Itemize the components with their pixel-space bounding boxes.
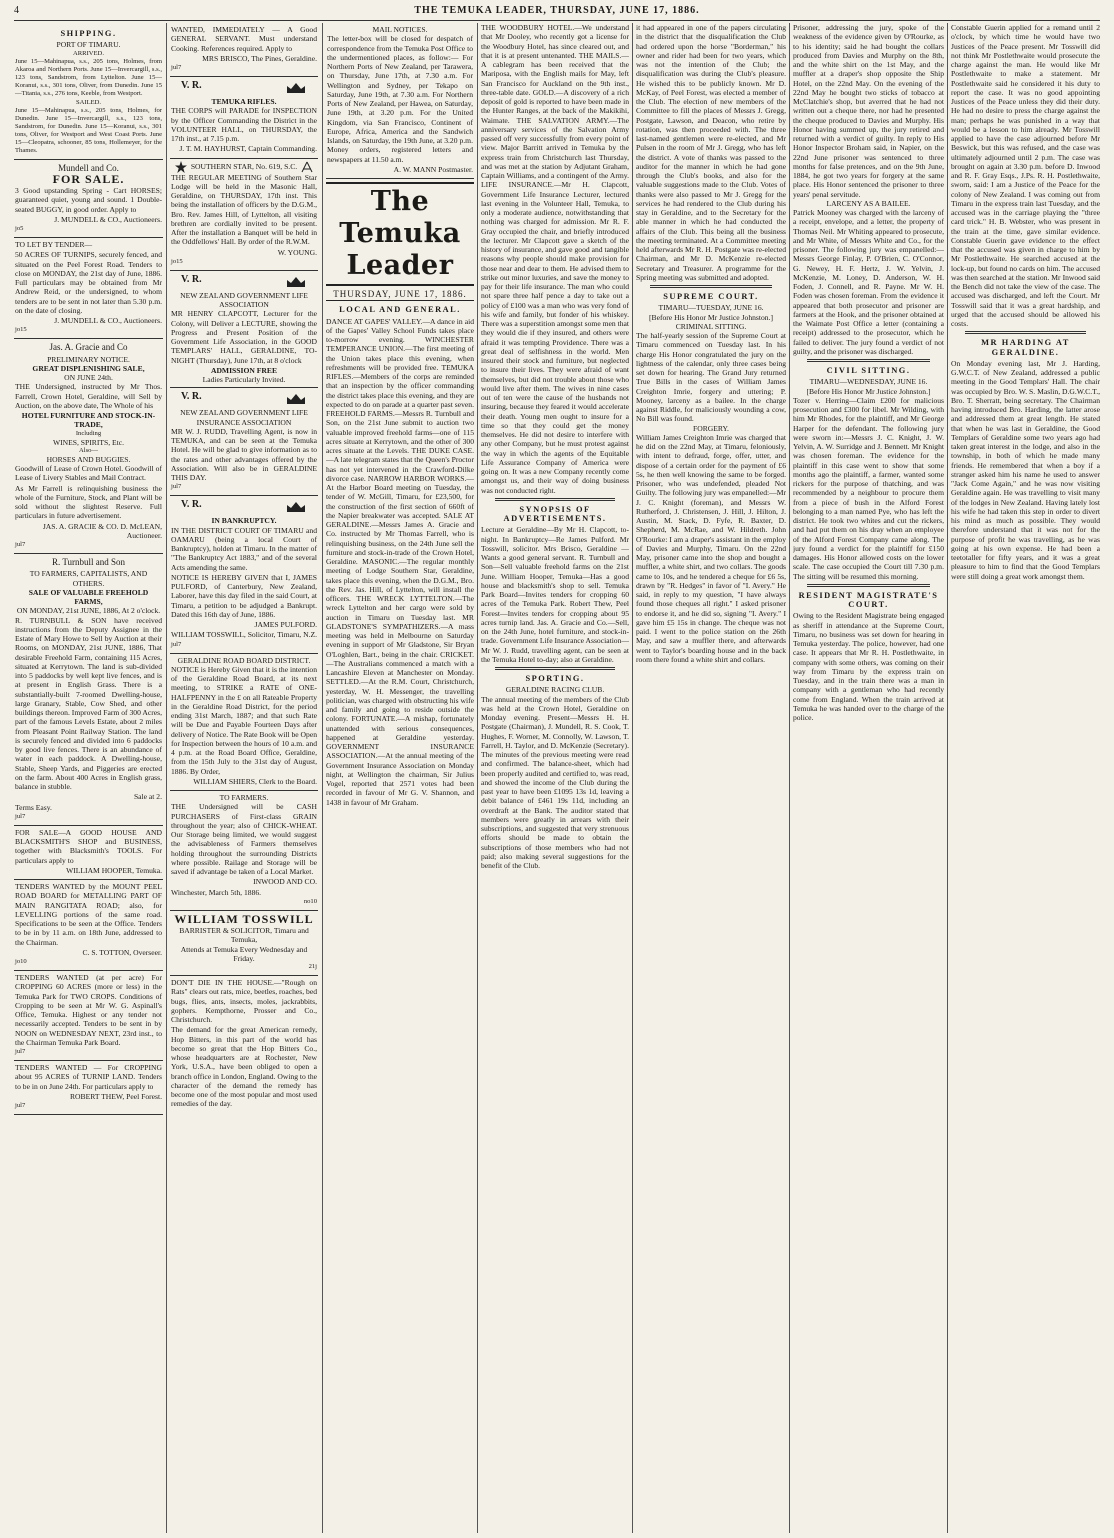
- servant-wanted-ad: [170, 23, 318, 77]
- supreme-court-date: TIMARU—TUESDAY, JUNE 16.: [658, 303, 764, 313]
- vr-label: V. R.: [181, 273, 202, 285]
- tosswill-card: [170, 911, 318, 976]
- section-divider: [807, 584, 930, 587]
- servant-text: WANTED, IMMEDIATELY — A Good GENERAL SERVANT. Must understand Cooking. References required. Apply to: [171, 25, 317, 53]
- young-signature: W. YOUNG.: [277, 247, 317, 257]
- arrivals-list: June 15—Mahinapua, s.s., 205 tons, Holmes, from Akaroa and Northern Ports. June 15—Invercargill, s.s., 123 tons, Sandstrom, from Lyttelton. June 15—Koranui, s.s., 301 tons, Oliver, from Dunedin. June 15—Titania, s.s., 276 tons, Keeble, from Westport.: [15, 57, 162, 97]
- column-5: [636, 23, 786, 1533]
- column-rule: [632, 23, 633, 1533]
- vr-crest: [171, 390, 317, 408]
- crown-icon: [285, 500, 307, 514]
- association-heading: NEW ZEALAND GOVERNMENT LIFE INSURANCE ASSOCIATION: [180, 408, 308, 427]
- mail-text: The letter-box will be closed for despatch of correspondence from the Temuka Post Office to the undermentioned places, as follow:— For Northern Ports of New Zealand, per Tarawera, on Thursday, June 17th, at 7.30 a.m. For Wellington and Sydney, per Tekapo on Saturday, June 19th, at 7.30 a.m. For Northern Ports of New Zealand, per Hawea, on Saturday, June 19th, at 3.20 p.m. For the United Kingdom, via San Francisco, Continent of Europe, Africa, America and the Sandwich Islands, on Saturday, the 19th June, at 3.20 p.m. Money orders, registered letters and newspapers at 11.50 a.m.: [327, 34, 473, 164]
- newspaper-title: The Temuka Leader: [339, 186, 461, 281]
- lodge-heading: SOUTHERN STAR, No. 619, S.C.: [190, 161, 298, 171]
- supreme-court-heading: SUPREME COURT.: [663, 292, 759, 301]
- lodge-heading-row: [171, 161, 317, 173]
- masthead: [326, 182, 474, 286]
- ad-ref: jo15: [171, 257, 183, 265]
- column-1: [14, 23, 163, 1533]
- mundell-sale-ad: [14, 160, 163, 239]
- page-header: [14, 5, 1100, 19]
- forgery-text: William James Creighton Imrie was charged that he did on the 22nd May, at Timaru, feloniously, with intent to defraud, forge, offer, utter, and dispose of a certain order for the payment of £6 5s, he then well knowing the same to be forged. Prisoner, who was undefended, pleaded Not Guilty. The following jury was empanelled:—Mr J. C. Knight (foreman), and Messrs W. Rutherford, J. Christensen, J. Hill, J. Hilton, J. Austin, M. Stack, D. Fyfe, R. Baxter, D. Shepherd, M. McRae, and W. Hildreth. John O'Rourke: I am a draper's assistant in the employ of Davies and Murphy, Timaru. On the 22nd May, prisoner came into the shop and bought a muffler, a white shirt, and two collars. The goods came to 10s, and he tendered a cheque for £6 5s, drawn by "R. Hedges" in favor of "I. Avery." He said, in reply to my question, "I have always found those cheques all right." I asked prisoner to endorse it, and he did so, signing "I. Avery." I gave him £5 15s in change. The cheque was not paid. I went to the police station on the 26th May, and saw a muffler there, and afterwards went to Taylor's boarding house and in the back room there found a white shirt and collars.: [636, 432, 786, 664]
- rudd-text: MR W. J. RUDD, Travelling Agent, is now in TEMUKA, and can be seen at the Temuka Hotel. He will be glad to give information as to the rates and other advantages offered by the Association. Will also be in GERALDINE THIS DAY.: [171, 426, 317, 482]
- arrived-label: ARRIVED.: [73, 49, 104, 57]
- ad-ref: jul7: [171, 483, 182, 491]
- racing-club-heading: GERALDINE RACING CLUB.: [505, 685, 605, 695]
- larceny-heading: LARCENY AS A BAILEE.: [826, 198, 911, 208]
- turnbull-heading: R. Turnbull and Son: [51, 557, 126, 567]
- mundell-heading: Mundell and Co.: [58, 162, 119, 173]
- turnbull-sale-ad: [14, 554, 163, 826]
- clapcott-text: MR HENRY CLAPCOTT, Lecturer for the Colony, will Deliver a LECTURE, showing the Progress and Present Position of the Government Life Association, in the GOOD TEMPLARS' HALL, GERALDINE, TO-NIGHT (Thursday), June 17th, at 8 o'clock: [171, 309, 317, 365]
- masthead-date: THURSDAY, JUNE 17, 1886.: [326, 289, 474, 301]
- civil-sitting-text: Tozer v. Herring—Claim £200 for malicious prosecution and £300 for libel. Mr Wilding, with him Mr Rhodes, for the plaintiff, and Mr George Harper for the defendant. The following jury were sworn in:—Messrs J. C. Knight, J. W. Yelvin, A. W. Surridge and J. Bennett. Mr Knight was chosen foreman. The evidence for the plaintiff in this case went to show that some months ago the plaintiff, a farmer, wanted some rickers for the purpose of thatching, and was recommended by a neighbour to procure them from a piece of bush in the Alford Forest belonging to a man named Pye, who has left the district. He took two whites and cut the rickers, and had put them on his dray when an employee of the Alford Forest Company came along. The jury found a verdict for the plaintiff for £150 damages. His Honor allowed costs on the lower scale. The case occupied the Court till 7.30 p.m. The sitting will be resumed this morning.: [793, 395, 944, 581]
- hooper-signature: WILLIAM HOOPER, Temuka.: [66, 865, 162, 875]
- including-label: Including: [75, 429, 102, 437]
- news-text: THE WOODBURY HOTEL.—We understand that Mr Dooley, who recently got a license for the Woodbury Hotel, has since cleared out, and that it is at present untenanted. THE MAILS.—A cablegram has been received that the Mariposa, with the English mails for May, left San Francisco for Auckland on the 9th inst., three-table date. GOLD.—A discovery of a rich deposit of gold is reported to have been made in the Hunter Ranges, at the back of the Makikihi, Waimate. THE SALVATION ARMY.—The anniversary services of the Salvation Army passed off very successfully from every point of view. Major Barritt arrived in Temuka by the express train from Christchurch last Thursday, and was met at the station by Adjutant Graham, Captain Williams, and a contingent of the Army. LIFE INSURANCE.—Mr H. Clapcott, Government Life Insurance Lecturer, lectured last evening in the Volunteer Hall, Temuka, to only a moderate audience, notwithstanding that nothing was charged for admission. Mr R. F. Gray occupied the chair, and briefly introduced the lecturer. Mr Clapcott gave a sketch of the history of insurance, and gave good and tangible reasons why people should make provision for those near and dear to them. He advised them to strike out minor luxuries, and save the money to pay for their life insurance. The man who could not spare three half pence a day to take out a policy of £100 was a man who was very fond of his wife and family, but fonder of his whiskey. There was a superstition amongst some men that they would die if they insured, and others were afraid it was tempting Providence. There was a great deal of selfishness in the world. Men insured their stock and furniture, but neglected to insure their lives. They were afraid of want themselves, but did not trouble about those who would live after them. The wives in nine cases out of ten were the cause of the husbands not insuring, because they feared it would accelerate their death. Young men ought to insure for a time so that they could get the money themselves. He did not desire to interfere with any other Company, but he must protest against the way in which the agents of the Equitable Life Assurance Company of America were going on. It was a new Company recently come amongst us, and their way of doing business was not conducted right.: [481, 23, 629, 495]
- mundell-signature: J. MUNDELL & CO., Auctioneers.: [54, 214, 162, 224]
- bankruptcy-heading: IN BANKRUPTCY.: [211, 516, 277, 526]
- displenishing-heading: GREAT DISPLENISHING SALE,: [32, 363, 145, 373]
- gracie-signature: JAS. A. GRACIE & CO. D. McLEAN, Auctioneer.: [42, 521, 162, 540]
- rifles-text: THE CORPS will PARADE for INSPECTION by the Officer Commanding the District in the VOLUNTEER HALL, on THURSDAY, the 17th inst., at 7.15 p.m.: [171, 106, 317, 143]
- bankruptcy-notice: NOTICE IS HEREBY GIVEN that I, JAMES PULFORD, of Canterbury, New Zealand, Laborer, have this day filed in the said Court, at Timaru, a petition to be adjudged a Bankrupt. Dated this 16th day of June, 1886.: [171, 572, 317, 619]
- section-divider: [495, 498, 615, 501]
- mail-notices: [326, 23, 474, 179]
- column-rule: [789, 23, 790, 1533]
- rudd-agent-ad: [170, 388, 318, 496]
- synopsis-heading: SYNOPSIS OF ADVERTISEMENTS.: [503, 504, 607, 523]
- grain-purchase-ad: [170, 791, 318, 911]
- civil-sitting-bench: [Before His Honor Mr Justice Johnston.]: [806, 386, 931, 396]
- larceny-text: Patrick Mooney was charged with the larceny of a receipt, envelope, and a letter, the property of Thomas Neil. Mr Whiting appeared to prosecute, and Mr White, of Messrs White and Co., for the prisoner. The following jury was empanelled:—Messrs George Finlay, P. O'Brien, C. O'Connor, G. Newey, H. F. Hertz, J. W. Yelvin, J. McKenzie, M. Loney, D. Anderson, W. H. Foden, J. Connell, and R. Payne. Mr W. H. Foden was chosen foreman. From the evidence it appeared that both prosecutor and prisoner are farmers at the Hook, and the prisoner obtained at the Waimate Post Office a letter (containing a receipt) addressed to the prosecutor, which he failed to deliver. The jury found a verdict of not guilty, and the prisoner was discharged.: [793, 208, 944, 356]
- ad-ref: jo5: [15, 225, 24, 232]
- farmers-heading: TO FARMERS, CAPITALISTS, AND OTHERS.: [29, 569, 148, 588]
- vr-label: V. R.: [181, 391, 202, 403]
- preliminary-notice: PRELIMINARY NOTICE.: [47, 354, 130, 364]
- totton-signature: C. S. TOTTON, Overseer.: [82, 947, 162, 957]
- bankruptcy-ad: [170, 496, 318, 653]
- sporting-heading: SPORTING.: [525, 674, 585, 683]
- civil-sitting-heading: CIVIL SITTING.: [826, 366, 911, 375]
- vr-label: V. R.: [181, 80, 202, 91]
- sailed-label: SAILED.: [75, 98, 102, 106]
- to-let-heading: TO LET BY TENDER—: [15, 240, 93, 249]
- column-rule: [322, 23, 323, 1533]
- racing-continued-text: it had appeared in one of the papers circulating in the district that the disqualification the Club had ordered upon the horse "Borderman," his owner and rider had been for two years, which was not the intention of the Club; the disqualification was during the Club's pleasure. He wished this to be publicly known. Mr D. McKay, of Peel Forest, was elected a member of the Club. The election of new members of the Committee to fill the places of Messrs J. Gregg, Postgate, Lawson, and Deacon, who retire by rotation, was then proceeded with. The three last-named gentlemen were re-elected, and Mr Pulsen in the room of Mr J. Gregg, who has left the district. A vote of thanks was passed to the auditor for the manner in which he had gone through the Club's books, and also for the valuable suggestions made to the Club. Votes of thanks were also passed to Mr J. Gregg for the services he had rendered to the Club during his stay in Geraldine, and to the Secretary for the able manner in which he had conducted the affairs of the Club. This being all the business the meeting terminated. At a Committee meeting held afterwards Mr R. H. Postgate was re-elected Chairman, and Mr D. McKenzie re-elected Secretary and Treasurer. A programme for the Spring meeting was submitted and adopted.: [636, 23, 786, 282]
- synopsis-text: Lecture at Geraldine—By Mr H. Clapcott, to-night. In Bankruptcy—Re James Pulford. Mr Tosswill, solicitor. Mrs Brisco, Geraldine — Wants a good general servant. R. Turnbull and Son—Sell valuable freehold farms on the 21st June. William Hooper, Temuka—Has a good house and blacksmith's shop to sell. Temuka Park Board—Invites tenders for cropping 60 acres of the Temuka Park. Robert Thew, Peel Forest—Invites tenders for cropping about 95 acres turnip land. Jas. A. Gracie and Co.—Sell, on the 24th June, hotel furniture, and stock-in-trade. Government Life Insurance Association—Mr W. J. Rudd, travelling agent, can be seen at the Temuka Hotel to-day; also at Geraldine.: [481, 525, 629, 664]
- goodwill-text: Goodwill of Lease of Crown Hotel. Goodwill of Lease of Livery Stables and Mail Contract.: [15, 464, 162, 483]
- wines-label: WINES, SPIRITS, Etc.: [52, 437, 125, 447]
- ad-ref: jul7: [15, 1048, 26, 1055]
- hayhurst-signature: J. T. M. HAYHURST, Captain Commanding.: [179, 144, 317, 154]
- horses-label: HORSES AND BUGGIES.: [46, 454, 131, 464]
- supreme-court-bench: [Before His Honor Mr Justice Johnston.]: [648, 312, 773, 322]
- crown-icon: [285, 275, 307, 289]
- ad-ref: jul7: [15, 541, 26, 548]
- clapcott-lecture-ad: [170, 271, 318, 389]
- lodge-ad: [170, 159, 318, 271]
- brisco-signature: MRS BRISCO, The Pines, Geraldine.: [202, 53, 317, 63]
- admission-label: ADMISSION FREE: [210, 365, 278, 375]
- mail-heading: MAIL NOTICES.: [372, 25, 428, 34]
- hooper-ad: [14, 826, 163, 880]
- to-let-text: 50 ACRES OF TURNIPS, securely fenced, and situated on the Peel Forest Road. Tenders to close on MONDAY, the 21st day of June, 1886. Full particulars may be obtained from Mr Andrew Reid, or the undersigned, to whom tenders are to be sent in not later than 5.30 p.m. on the date of closing.: [15, 250, 162, 315]
- column-7: [951, 23, 1100, 1533]
- sailings-list: June 15—Mahinapua, s.s., 205 tons, Holmes, for Dunedin. June 15—Invercargill, s.s., 123 tons, Sandstrom, for Dunedin. June 15—Koranui, s.s., 301 tons, Oliver, for Westport and West Coast Ports. June 15—Cleopatra, schooner, 85 tons, Hollemeyer, for the Thames.: [15, 106, 162, 154]
- sale-time: Sale at 2.: [133, 792, 162, 802]
- to-let-ad: [14, 238, 163, 339]
- mundell-signature: J. MUNDELL & CO., Auctioneers.: [54, 316, 162, 325]
- vr-crest: [171, 79, 317, 97]
- shipping-ad: [14, 23, 163, 160]
- column-2: [170, 23, 318, 1533]
- ad-ref: jo10: [15, 958, 27, 965]
- civil-sitting-date: TIMARU—WEDNESDAY, JUNE 16.: [809, 377, 928, 387]
- section-divider: [495, 667, 615, 670]
- ad-ref: jul7: [15, 812, 26, 820]
- gracie-text: THE Undersigned, instructed by Mr Thos. Farrell, Crown Hotel, Geraldine, will Sell by Auction, on the above date, The Whole of his: [15, 382, 162, 410]
- farrell-text: As Mr Farrell is relinquishing business the whole of the Furniture, Stock, and Plant will be sold without the slightest Reserve. Full particulars in future advertisement.: [15, 483, 162, 521]
- newspaper-running-title: THE TEMUKA LEADER, THURSDAY, JUNE 17, 1886.: [414, 5, 700, 16]
- lodge-text: THE REGULAR MEETING of Southern Star Lodge will be held in the Masonic Hall, Geraldine, on THURSDAY, 17th inst. This being the installation of officers by the D.G.M., Bro. Rev. James Hill, of Lyttelton, all visiting brethren are cordially invited to be present. After the installation a Banquet will be held in the Oddfellows' Hall. By order of the R.W.M.: [171, 172, 317, 247]
- resident-magistrate-text: Owing to the Resident Magistrate being engaged as sheriff in attendance at the Supreme Court, Timaru, no business was set down for hearing in Temuka yesterday. The police, however, had one case. It appears that Mr R. H. Postlethwaite, in company with some others, was coming on their way from Timaru by the express train on Tuesday, and in the train there was a man in company with a gentleman who had recently come from England. When the train arrived at Temuka he was handed over to the charge of the police.: [793, 611, 944, 722]
- star-icon: [175, 161, 187, 173]
- for-sale-heading: FOR SALE.: [52, 171, 125, 186]
- road-board-rate-ad: [170, 654, 318, 792]
- grain-text: THE Undersigned will be CASH PURCHASERS of First-class GRAIN throughout the year; also of CHICK-WHEAT. Our Storage being limited, we would suggest the advisableness of Farmers themselves holding throughout the surrounding Districts where possible. Railage and Storage will be saved if advantage be taken of a Local Market.: [171, 802, 317, 876]
- ad-ref: jo15: [15, 326, 27, 334]
- to-farmers-heading: TO FARMERS.: [219, 793, 269, 802]
- page-number: 4: [14, 5, 20, 16]
- thew-signature: ROBERT THEW, Peel Forest.: [69, 1091, 162, 1101]
- bitters-ad: The demand for the great American remedy, Hop Bitters, in this part of the world has become so great that the Hop Bitters Co., whose headquarters are at Rochester, New York, U.S.A., have been obliged to open a branch office in London, England. Owing to the character of the demand the remedy has become one of the most popular and most used remedies of the day.: [171, 1025, 318, 1109]
- column-rule: [166, 23, 167, 1533]
- section-divider: [650, 285, 772, 288]
- ad-ref: jul7: [171, 640, 182, 648]
- racing-club-text: The annual meeting of the members of the Club was held at the Crown Hotel, Geraldine on Monday evening. Present—Messrs H. H. Postgate (Chairman), J. Mundell, R. S. Cook, T. Hughes, F. Worner, M. Connolly, W. Lawson, T. Farrell, H. Taylor, and D. McKenzie (Secretary). The minutes of the previous meeting were read and confirmed. The balance-sheet, which had been properly audited and certified to, was read, and showed the income of the Club during the past year to have been £1095 13s 1d, leaving a debit balance of £461 19s 11d, including an overdraft at the Bank. The auditor stated that members were greatly in arrears with their subscriptions, and suggested that very strenuous efforts should be made to obtain the subscriptions of those members who had not paid; also making several suggestions for the benefit of the Club.: [481, 694, 629, 870]
- column-3: [326, 23, 474, 1533]
- barrister-label: BARRISTER & SOLICITOR, Timaru and Temuka,: [179, 926, 309, 945]
- hotel-furniture: HOTEL FURNITURE AND STOCK-IN-TRADE,: [21, 411, 156, 430]
- shipping-heading: SHIPPING.: [60, 29, 117, 38]
- column-6: [793, 23, 944, 1533]
- attendance-text: Attends at Temuka Every Wednesday and Friday.: [180, 944, 308, 963]
- resident-magistrate-heading: RESIDENT MAGISTRATE'S COURT.: [798, 590, 939, 609]
- gracie-heading: Jas. A. Gracie and Co: [49, 342, 128, 353]
- pulford-signature: JAMES PULFORD.: [254, 620, 317, 629]
- gracie-sale-ad: [14, 339, 163, 554]
- section-divider: [965, 331, 1086, 334]
- ladies-label: Ladies Particularly Invited.: [202, 375, 286, 384]
- ad-ref: no10: [303, 897, 317, 905]
- tosswill-name: WILLIAM TOSSWILL: [174, 911, 314, 926]
- forgery-continued-text: Prisoner, addressing the jury, spoke of the weakness of the evidence given by O'Rourke, as to his identity; said he had bought the collars produced from Davies and Murphy on the 8th, and the white shirt on the 1st May, and the muffler at a draper's shop opposite the Ship Hotel, on the 22nd May. On the evening of the 22nd May he bought two sticks of tobacco at McClatchie's shop, but averred that he had not written out a cheque there, nor had he presented the cheque produced to Davies and Murphy. His Honor having summed up, the jury retired and returned with a verdict of guilty. In reply to His Honor Inspector Broham said, in Napier, on the 22nd June prisoner was sentenced to three months for false pretences, and on the 9th June, 1884, he got two years for forgery at the same place. His Honor sentenced the prisoner to three years' penal servitude.: [793, 23, 944, 199]
- supreme-court-text: The half-yearly session of the Supreme Court at Timaru commenced on Tuesday last. In his charge His Honor congratulated the jury on the lightness of the calendar, only three cases being set down for hearing. The Grand Jury returned True Bills in the cases of William James Creighton Imrie, forgery and uttering; P. Mooney, larceny as a bailee. In the charge against Riddle, for maliciously wounding a cow, No Bill was found.: [636, 331, 786, 424]
- local-general-heading: LOCAL AND GENERAL.: [339, 305, 461, 315]
- tenders-turnip-text: TENDERS WANTED — For CROPPING about 95 ACRES of TURNIP LAND. Tenders to be in on June 24th. For particulars apply to: [15, 1063, 162, 1091]
- shiers-signature: WILLIAM SHIERS, Clerk to the Board.: [193, 776, 317, 786]
- ad-ref: 21j: [308, 963, 317, 970]
- header-rule: [14, 20, 1100, 21]
- winchester-date: Winchester, March 5th, 1886.: [171, 887, 262, 897]
- tenders-park-ad: [14, 971, 163, 1061]
- association-heading: NEW ZEALAND GOVERNMENT LIFE ASSOCIATION: [180, 290, 308, 309]
- vr-label: V. R.: [181, 499, 202, 511]
- road-board-heading: GERALDINE ROAD BOARD DISTRICT.: [177, 655, 311, 665]
- harding-heading: MR HARDING AT GERALDINE.: [981, 338, 1070, 357]
- local-news-text: DANCE AT GAPES' VALLEY.—A dance in aid of the Gapes' Valley School Funds takes place to-morrow evening. WINCHESTER TEMPERANCE UNION.—The first meeting of the Union takes place this evening, when refreshments will be provided free. TEMUKA RIFLES.—Members of the corps are reminded that an inspection by the officer commanding the district takes place this evening, and they are expected to do on parade at a quarter past seven. FREEHOLD FARMS.—Messrs R. Turnbull and Son, on the 21st June submit to auction two valuable improved freehold farms—one of 115 acres situate at Kerrytown, and the other of 300 acres situate at the Levels. THE DUKE CASE.—A late telegram states that the Queen's Proctor has not yet intervened in the Crawford-Dilke divorce case. NARROW HARBOR WORKS.—At the Harbor Board meeting on Tuesday, the tender of W. McGill, Timaru, for £23,500, for the construction of the first section of 660ft of the Napier breakwater was accepted. SALE AT GERALDINE.—Messrs James A. Gracie and Co. instructed by Mr Thomas Farrell, who is relinquishing business, on the 24th June sell the furniture and stock-in-trade of the Crown Hotel, Geraldine. MASONIC.—The regular monthly meeting of Lodge Southern Star, Geraldine, takes place this evening, when the D.G.M., Bro. the Rev. Jas. Hill, of Lyttelton, will install the officers. THE WRECK LYTTELTON.—The wreck Lyttelton and her cargo were sold by auction in Timaru on Tuesday last. MR GLADSTONE'S SYMPATHIZERS.—A mass meeting was held in Melbourne on Saturday evening in support of Mr Gladstone, Sir Bryan O'Loghlen, Bart., being in the chair. CRICKET.—The Australians commenced a match with a Lancashire Eleven at Manchester on Monday. SETTLED.—At the R.M. Court, Christchurch, yesterday, W. H. Messenger, the travelling politician, was charged with obstructing his wife and family and going to reside outside the colony. FORTUNATE.—A mishap, fortunately unattended with serious consequences, happened at Geraldine yesterday. GOVERNMENT INSURANCE ASSOCIATION.—At the annual meeting of the Government Insurance Association on Monday night, at Wellington the chairman, Sir Julius Vogel, reported that 2571 votes had been recorded in favour of Mr G. V. Shannon, and 1438 in favour of Mr Graham.: [326, 316, 474, 807]
- compass-square-icon: [301, 161, 313, 173]
- tenders-road-ad: [14, 880, 163, 971]
- column-rule: [477, 23, 478, 1533]
- tosswill-solicitor: WILLIAM TOSSWILL, Solicitor, Timaru, N.Z.: [171, 630, 318, 640]
- vr-crest: [171, 498, 317, 516]
- terms-text: Terms Easy.: [15, 802, 52, 812]
- ad-ref: jul7: [15, 1102, 26, 1109]
- inwood-signature: INWOOD AND CO.: [253, 877, 317, 887]
- rifles-ad: [170, 77, 318, 159]
- ad-ref: jul7: [171, 64, 182, 71]
- farms-sale-heading: SALE OF VALUABLE FREEHOLD FARMS,: [28, 587, 149, 606]
- patent-remedy-ads: [170, 976, 318, 1113]
- crown-icon: [285, 392, 307, 406]
- rate-notice-text: NOTICE is Hereby Given that it is the intention of the Geraldine Road Board, at its next meeting, to STRIKE a RATE of ONE-HALFPENNY in the £ on all Rateable Property in the Geraldine Road District, for the period ending 31st March, 1887; and that such Rate will be Due and Payable Fourteen Days after delivery of Notice. The Rate Book will be Open for Inspection between the hours of 10 a.m. and 4 p.m. at the Road Board Office, Geraldine, from the 15th July to the 31st day of August, 1886. By Order,: [171, 664, 318, 776]
- port-heading: PORT OF TIMARU.: [56, 40, 121, 50]
- vr-crest: [171, 273, 317, 291]
- mann-signature: A. W. MANN Postmaster.: [393, 164, 473, 174]
- rats-ad: DON'T DIE IN THE HOUSE.—"Rough on Rats" clears out rats, mice, beetles, roaches, bed bugs, flies, ants, insects, moles, jackrabbits, gophers. Kempthorne, Prosser and Co., Christchurch.: [171, 978, 317, 1024]
- tenders-turnip-ad: [14, 1061, 163, 1115]
- harding-text: On Monday evening last, Mr J. Harding, G.W.C.T. of New Zealand, addressed a public meeting in the Good Templars' Hall. The chair was occupied by Bro. W. S. Maslin, D.G.W.C.T., Bro. T. Sherratt, being secretary. The Chairman having introduced Bro. Harding, the latter arose and addressed them at great length. He stated that when he was last in Geraldine, the Good Templars of Geraldine some two years ago had taken great interest in the lodge, and also in the township, in both of which he made many friends. He remembered that when a boy if a stranger asked him his name he used to answer "Jack Come Again," and he was now visiting Geraldine again. He was travelling to visit many of the lodges in New Zealand. Having lately lost his wife he had taken this step in order to divert his mind as much as possible. They would therefore understand that it was not for the purpose of profit he was travelling, as he was going at his own expense. He had been a teetotaller for fifty years, and it was a great pleasure to him to find that the Good Templars were still doing a great work amongst them.: [951, 358, 1100, 581]
- farms-sale-date: ON MONDAY, 21st JUNE, 1886, At 2 o'clock.: [16, 606, 161, 616]
- turnbull-text: R. TURNBULL & SON have received instructions from the Deputy Assignee in the Estate of Mary Howe to Sell by Auction at their Rooms, on MONDAY, 21st JUNE, 1886, That desirable Freehold Farm, containing 115 Acres, situated at Kerrytown. The land is sub-divided into 5 paddocks by well kept live fences, and is at present in English Grass. There is a substantially-built 7-roomed Dwelling-house, large Granary, Stable, Cow Shed, and other buildings thereon. Improved Farm of 300 Acres, part of the famous Levels Estate, about 2 miles from Pleasant Point Railway Station. The land is securely fenced and divided into 6 paddocks by good live fences. There is an abundance of water in each paddock. A Dwelling-house, Stable, Sheep Yards, and Piggeries are erected on the farm. About 400 Acres in English grass, balance in stubble.: [15, 615, 162, 791]
- hooper-text: FOR SALE—A GOOD HOUSE AND BLACKSMITH'S SHOP and BUSINESS, together with Blacksmith's TOOLS. For particulars apply to: [15, 827, 162, 865]
- forgery-heading: FORGERY.: [693, 423, 729, 433]
- for-sale-text: 3 Good upstanding Spring - Cart HORSES; guaranteed quiet, young and sound. 1 Double-seated BUGGY, in good order. Apply to: [15, 186, 162, 214]
- criminal-sitting-heading: CRIMINAL SITTING.: [675, 321, 747, 331]
- column-4: [481, 23, 629, 1533]
- rifles-heading: TEMUKA RIFLES.: [211, 97, 277, 106]
- section-divider: [807, 359, 930, 362]
- tenders-road-text: TENDERS WANTED by the MOUNT PEEL ROAD BOARD for METALLING PART OF MAIN RANGITATA ROAD; also, for LEVELLING portions of the same road. Specifications to be seen at the Office. Tenders to be in by 11 a.m. on 18th June, addressed to the Chairman.: [15, 882, 162, 947]
- column-rule: [947, 23, 948, 1533]
- magistrate-continued-text: Constable Guerin applied for a remand until 2 o'clock, by which time he would have two Justices of the Peace present. Mr Tosswill did not think Mr Postlethwaite would prosecute the charge against the man. He would like Mr Postlethwaite to make a statement. Mr Postlethwaite said he considered it his duty to report the case. It was no good appointing Justices of the Peace unless they did their duty. He had no desire to press the charge against the man; perhaps he was punished in a way that would be a lesson to him already. Mr Tosswill applied to have the case adjourned before Mr Beswick, but this was refused, and the case was ultimately adjourned until 2 p.m. The case was brought on again at 3.30 p.m. before D. Inwood and R. F. Gray Esqs., J.Ps. R. H. Postlethwaite, sworn, said: I am a Justice of the Peace for the colony of New Zealand. I was coming out from Timaru in the express train last Tuesday, and the accused was in the carriage playing the "three card trick." H. B. Webster, who was present in the train at the time, gave similar evidence. Constable Guerin gave evidence to the effect that the accused was given in charge to him by Mr Postlethwaite. He searched accused at the lock-up, but found no cards on him. The accused was then searched at the station. Mr Inwood said the Bench did not take the view of the case. The accused was discharged, and left the Court. Mr Tosswill said that it was a great hardship, and urged that the accused should be allowed his costs.: [951, 23, 1100, 328]
- also-label: Also—: [78, 446, 99, 454]
- tenders-park-text: TENDERS WANTED (at per acre) For CROPPING 60 ACRES (more or less) in the Temuka Park for TWO CROPS. Conditions of Cropping to be seen at Mr W. G. Aspinall's Office, Temuka. Highest or any tender not necessarily accepted. Tenders to be sent in by NOON on WEDNESDAY NEXT, 23rd inst., to the Chairman Temuka Park Board.: [15, 973, 162, 1047]
- bankruptcy-court-text: IN THE DISTRICT COURT OF TIMARU and OAMARU (being a local Court of Bankruptcy), holden at Timaru. In the matter of "The Bankruptcy Act 1883," and of the several Acts amending the same.: [171, 525, 317, 572]
- sale-date: ON JUNE 24th.: [64, 373, 113, 382]
- crown-icon: [285, 81, 307, 95]
